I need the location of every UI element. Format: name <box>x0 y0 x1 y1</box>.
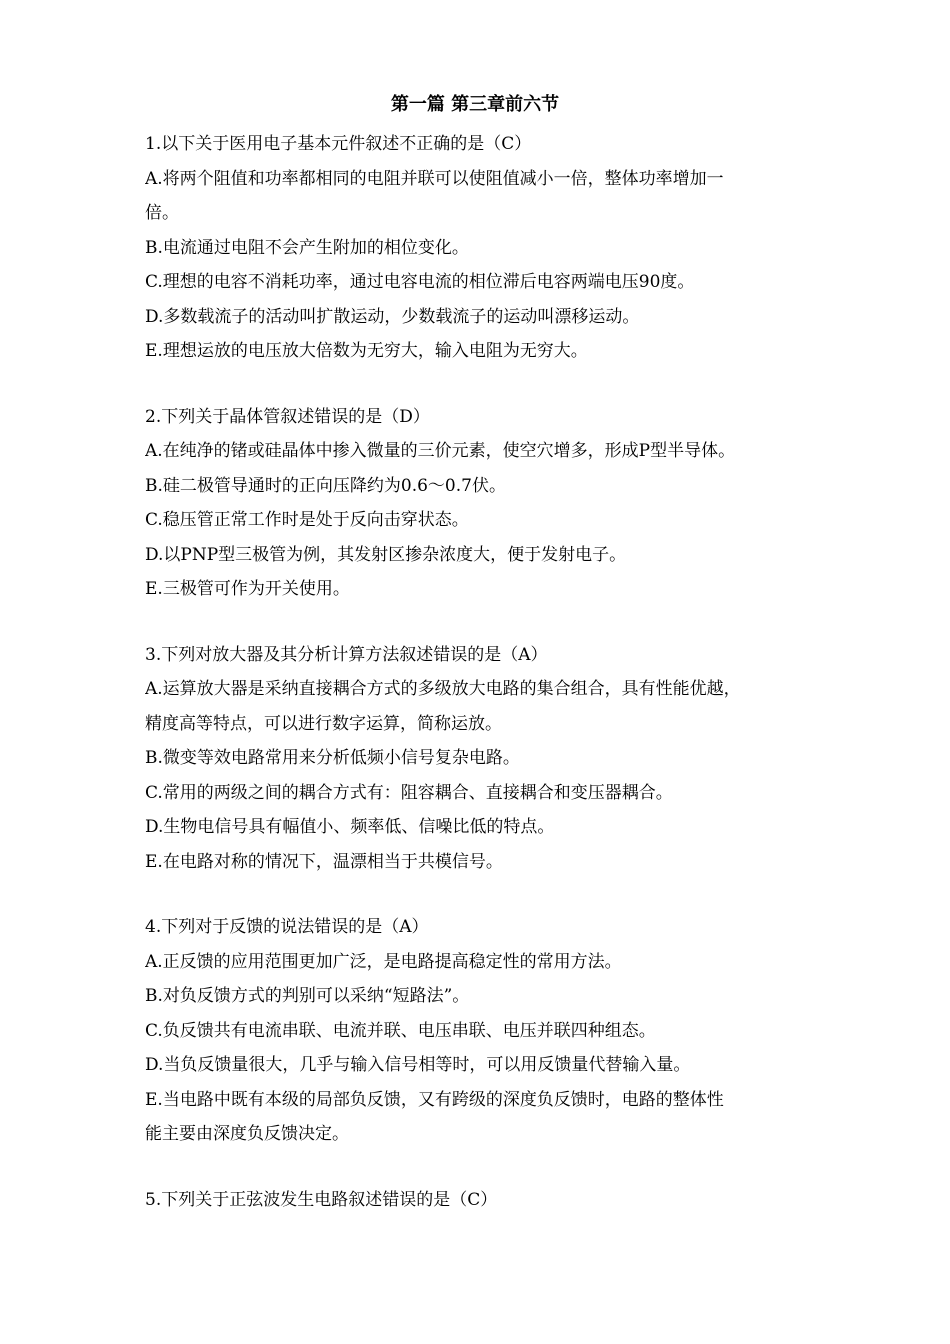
question-stem: 4.下列对于反馈的说法错误的是（A） <box>145 917 429 937</box>
question-3 <box>145 638 830 880</box>
question-stem: 5.下列关于正弦波发生电路叙述错误的是（C） <box>145 1189 498 1210</box>
option-line: D.生物电信号具有幅值小、频率低、信噪比低的特点。 <box>145 817 555 837</box>
question-stem: 1.以下关于医用电子基本元件叙述不正确的是（C） <box>145 134 532 154</box>
question-stem: 2.下列关于晶体管叙述错误的是（D） <box>145 406 430 427</box>
page-title: 第一篇 第三章前六节 <box>390 94 560 115</box>
option-line: C.常用的两级之间的耦合方式有：阻容耦合、直接耦合和变压器耦合。 <box>145 782 673 803</box>
option-line: E.当电路中既有本级的局部负反馈，又有跨级的深度负反馈时，电路的整体性 <box>145 1089 724 1110</box>
option-line: D.多数载流子的活动叫扩散运动，少数载流子的运动叫漂移运动。 <box>145 306 640 327</box>
question-4 <box>145 910 830 1152</box>
option-line: C.理想的电容不消耗功率，通过电容电流的相位滞后电容两端电压90度。 <box>145 272 695 292</box>
option-line: 能主要由深度负反馈决定。 <box>145 1124 349 1144</box>
question-1 <box>145 127 830 369</box>
option-line: E.理想运放的电压放大倍数为无穷大，输入电阻为无穷大。 <box>145 341 588 361</box>
option-line: 倍。 <box>145 203 179 223</box>
option-line: C.稳压管正常工作时是处于反向击穿状态。 <box>145 510 469 530</box>
option-line: B.硅二极管导通时的正向压降约为0.6～0.7伏。 <box>145 475 506 496</box>
option-line: D.以PNP型三极管为例，其发射区掺杂浓度大，便于发射电子。 <box>145 544 627 565</box>
question-5 <box>145 1183 830 1218</box>
option-line: B.对负反馈方式的判别可以采纳“短路法”。 <box>145 986 470 1006</box>
option-line: D.当负反馈量很大，几乎与输入信号相等时，可以用反馈量代替输入量。 <box>145 1055 691 1075</box>
option-line: E.三极管可作为开关使用。 <box>145 579 350 599</box>
option-line: 精度高等特点，可以进行数字运算，简称运放。 <box>145 713 502 734</box>
option-line: C.负反馈共有电流串联、电流并联、电压串联、电压并联四种组态。 <box>145 1020 656 1041</box>
option-line: A.运算放大器是采纳直接耦合方式的多级放大电路的集合组合，具有性能优越， <box>145 679 741 699</box>
question-2 <box>145 400 830 607</box>
question-stem: 3.下列对放大器及其分析计算方法叙述错误的是（A） <box>145 644 548 665</box>
option-line: B.微变等效电路常用来分析低频小信号复杂电路。 <box>145 748 520 768</box>
option-line: E.在电路对称的情况下，温漂相当于共模信号。 <box>145 851 503 872</box>
option-line: A.将两个阻值和功率都相同的电阻并联可以使阻值减小一倍，整体功率增加一 <box>145 168 724 189</box>
option-line: A.正反馈的应用范围更加广泛，是电路提高稳定性的常用方法。 <box>145 951 622 972</box>
option-line: B.电流通过电阻不会产生附加的相位变化。 <box>145 237 469 258</box>
question-list <box>145 127 830 1248</box>
option-line: A.在纯净的锗或硅晶体中掺入微量的三价元素，使空穴增多，形成P型半导体。 <box>145 441 736 461</box>
